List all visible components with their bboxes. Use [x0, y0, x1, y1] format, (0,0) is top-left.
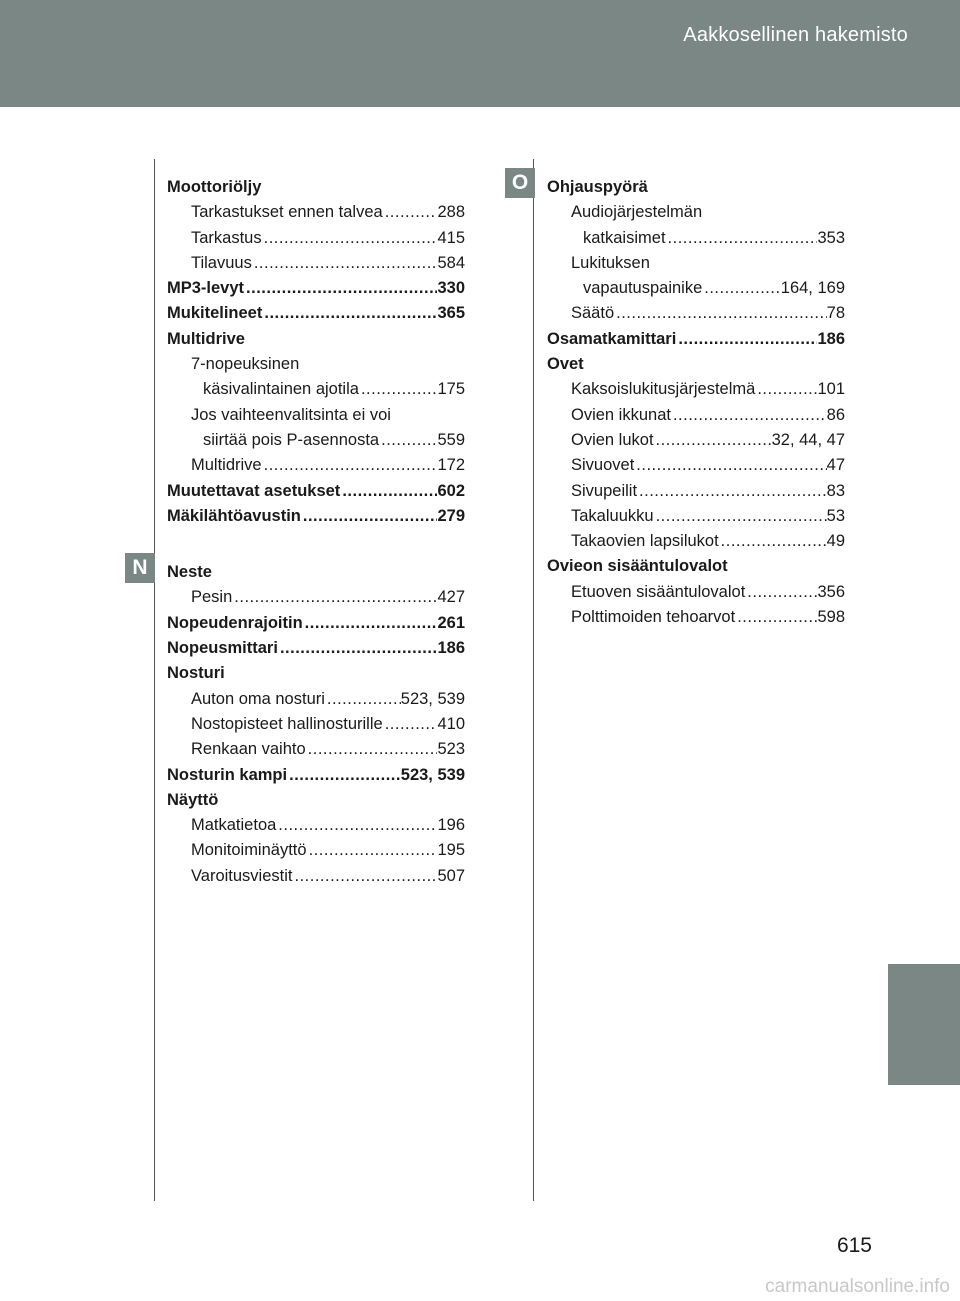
leader-dots — [383, 712, 438, 737]
index-page-ref: 186 — [817, 329, 845, 348]
index-term: Mukitelineet — [167, 304, 263, 323]
index-page-ref: 195 — [437, 841, 465, 860]
index-page-ref: 602 — [437, 481, 465, 500]
index-entry — [167, 838, 465, 863]
leader-dots — [276, 813, 437, 838]
index-entry — [167, 636, 465, 661]
leader-dots — [325, 687, 401, 712]
index-entry — [167, 813, 465, 838]
index-entry — [167, 687, 465, 712]
index-term: Nosturi — [167, 664, 225, 683]
index-term: Nosturin kampi — [167, 765, 288, 784]
index-term: Jos vaihteenvalitsinta ei voi — [191, 405, 391, 424]
index-term: Mäkilähtöavustin — [167, 506, 301, 525]
index-term: Moottoriöljy — [167, 178, 262, 196]
index-entry — [167, 504, 465, 529]
leader-dots — [244, 276, 437, 301]
index-entry — [167, 327, 465, 352]
leader-dots — [719, 529, 827, 554]
leader-dots — [278, 636, 438, 661]
index-term: Näyttö — [167, 790, 219, 809]
index-page-ref: 415 — [437, 228, 465, 247]
index-term: Ovieon sisääntulovalot — [547, 557, 728, 576]
index-page-ref: 559 — [437, 430, 465, 449]
leader-dots — [666, 226, 818, 251]
index-term: Takaluukku — [571, 506, 654, 525]
index-entry — [167, 560, 465, 585]
column-divider-middle — [533, 159, 534, 1201]
index-entry — [547, 580, 845, 605]
index-entry — [167, 453, 465, 478]
index-entry — [167, 864, 465, 889]
index-term: Ohjauspyörä — [547, 178, 648, 196]
index-term: Tarkastus — [191, 228, 262, 247]
index-page-ref: 49 — [826, 532, 845, 551]
leader-dots — [654, 504, 827, 529]
leader-dots — [262, 453, 438, 478]
index-entry — [167, 276, 465, 301]
index-page-ref: 356 — [817, 582, 845, 601]
index-entry — [167, 712, 465, 737]
index-term: MP3-levyt — [167, 279, 245, 298]
index-entry — [167, 175, 465, 200]
leader-dots — [614, 301, 827, 326]
watermark: carmanualsonline.info — [765, 1276, 950, 1297]
index-group-o — [547, 175, 845, 630]
index-entry — [167, 611, 465, 636]
index-term: katkaisimet — [583, 228, 666, 247]
leader-dots — [287, 763, 401, 788]
index-page-ref: 78 — [826, 304, 845, 323]
index-page-ref: 353 — [817, 228, 845, 247]
leader-dots — [262, 301, 437, 326]
index-term: Neste — [167, 563, 212, 582]
index-entry — [167, 377, 465, 402]
index-entry — [167, 585, 465, 610]
leader-dots — [359, 377, 438, 402]
index-entry — [547, 428, 845, 453]
index-page-ref: 427 — [437, 588, 465, 607]
index-entry — [167, 352, 465, 377]
index-page-ref: 172 — [437, 456, 465, 475]
letter-heading-o: O — [505, 168, 535, 198]
index-page-ref: 584 — [437, 253, 465, 272]
index-column-left — [167, 175, 465, 889]
index-page-ref: 32, 44, 47 — [771, 430, 845, 449]
leader-dots — [307, 838, 438, 863]
index-page-ref: 365 — [437, 304, 465, 323]
index-term: vapautuspainike — [583, 279, 703, 298]
index-page-ref: 523, 539 — [400, 765, 465, 784]
index-page-ref: 164, 169 — [780, 279, 845, 298]
index-page-ref: 83 — [826, 481, 845, 500]
index-page-ref: 186 — [437, 639, 465, 658]
index-term: Matkatietoa — [191, 816, 277, 835]
index-entry — [167, 788, 465, 813]
leader-dots — [303, 611, 438, 636]
letter-heading-n: N — [125, 553, 155, 583]
index-term: Muutettavat asetukset — [167, 481, 341, 500]
index-page-ref: 598 — [817, 608, 845, 627]
index-page-ref: 47 — [826, 456, 845, 475]
index-page-ref: 53 — [826, 506, 845, 525]
leader-dots — [383, 200, 438, 225]
index-term: 7-nopeuksinen — [191, 355, 300, 374]
column-divider-left — [154, 159, 155, 1201]
header-title: Aakkosellinen hakemisto — [683, 24, 908, 46]
index-term: Lukituksen — [571, 253, 650, 272]
index-entry — [547, 200, 845, 225]
index-page-ref: 330 — [437, 279, 465, 298]
index-term: Etuoven sisääntulovalot — [571, 582, 746, 601]
index-entry — [547, 554, 845, 579]
index-entry — [167, 251, 465, 276]
index-group-n — [167, 560, 465, 889]
index-entry — [547, 403, 845, 428]
index-term: Audiojärjestelmän — [571, 203, 703, 222]
index-term: Monitoiminäyttö — [191, 841, 307, 860]
index-page-ref: 279 — [437, 506, 465, 525]
chapter-side-tab — [888, 964, 960, 1085]
index-term: siirtää pois P-asennosta — [203, 430, 380, 449]
section-gap — [167, 529, 465, 560]
index-term: Varoitusviestit — [191, 866, 293, 885]
index-entry — [167, 737, 465, 762]
index-entry — [547, 479, 845, 504]
index-page-ref: 196 — [437, 816, 465, 835]
index-page-ref: 86 — [826, 405, 845, 424]
index-entry — [547, 352, 845, 377]
index-column-right — [547, 175, 845, 630]
leader-dots — [262, 226, 438, 251]
index-entry — [167, 200, 465, 225]
index-term: Tarkastukset ennen talvea — [191, 203, 383, 222]
leader-dots — [735, 605, 817, 630]
index-term: Nopeusmittari — [167, 639, 278, 658]
leader-dots — [292, 864, 437, 889]
index-term: Osamatkamittari — [547, 329, 677, 348]
index-entry — [547, 377, 845, 402]
index-term: käsivalintainen ajotila — [203, 380, 359, 399]
index-entry — [547, 529, 845, 554]
leader-dots — [301, 504, 438, 529]
index-term: Multidrive — [167, 329, 245, 348]
index-page-ref: 507 — [437, 866, 465, 885]
index-term: Renkaan vaihto — [191, 740, 306, 759]
leader-dots — [676, 327, 817, 352]
index-entry — [167, 479, 465, 504]
index-term: Multidrive — [191, 456, 262, 475]
index-entry — [167, 428, 465, 453]
leader-dots — [252, 251, 438, 276]
index-page-ref: 175 — [437, 380, 465, 399]
index-page-ref: 261 — [437, 613, 465, 632]
index-entry — [167, 226, 465, 251]
leader-dots — [306, 737, 438, 762]
index-term: Ovien lukot — [571, 430, 654, 449]
index-entry — [547, 327, 845, 352]
index-term: Nostopisteet hallinosturille — [191, 714, 383, 733]
index-term: Polttimoiden tehoarvot — [571, 608, 736, 627]
index-entry — [547, 226, 845, 251]
leader-dots — [232, 585, 437, 610]
index-entry — [167, 403, 465, 428]
leader-dots — [637, 479, 827, 504]
index-entry — [547, 605, 845, 630]
leader-dots — [634, 453, 826, 478]
index-entry — [547, 175, 845, 200]
index-term: Säätö — [571, 304, 615, 323]
index-group-m — [167, 175, 465, 529]
index-entry — [167, 301, 465, 326]
leader-dots — [654, 428, 772, 453]
index-term: Nopeudenrajoitin — [167, 613, 303, 632]
leader-dots — [702, 276, 781, 301]
index-term: Sivupeilit — [571, 481, 638, 500]
index-term: Auton oma nosturi — [191, 689, 325, 708]
index-entry — [547, 276, 845, 301]
leader-dots — [379, 428, 437, 453]
index-page-ref: 410 — [437, 714, 465, 733]
index-entry — [547, 504, 845, 529]
index-term: Takaovien lapsilukot — [571, 532, 719, 551]
index-term: Pesin — [191, 588, 233, 607]
page-number: 615 — [836, 1234, 872, 1257]
index-entry — [167, 763, 465, 788]
page-header — [0, 0, 960, 107]
index-page-ref: 523 — [437, 740, 465, 759]
index-term: Sivuovet — [571, 456, 635, 475]
index-entry — [167, 661, 465, 686]
index-entry — [547, 453, 845, 478]
leader-dots — [671, 403, 827, 428]
index-term: Tilavuus — [191, 253, 252, 272]
leader-dots — [755, 377, 817, 402]
leader-dots — [745, 580, 817, 605]
index-term: Ovien ikkunat — [571, 405, 671, 424]
leader-dots — [340, 479, 437, 504]
index-page-ref: 101 — [817, 380, 845, 399]
index-page-ref: 523, 539 — [400, 689, 465, 708]
index-entry — [547, 301, 845, 326]
index-term: Kaksoislukitusjärjestelmä — [571, 380, 756, 399]
index-page-ref: 288 — [437, 203, 465, 222]
index-entry — [547, 251, 845, 276]
index-term: Ovet — [547, 355, 584, 374]
